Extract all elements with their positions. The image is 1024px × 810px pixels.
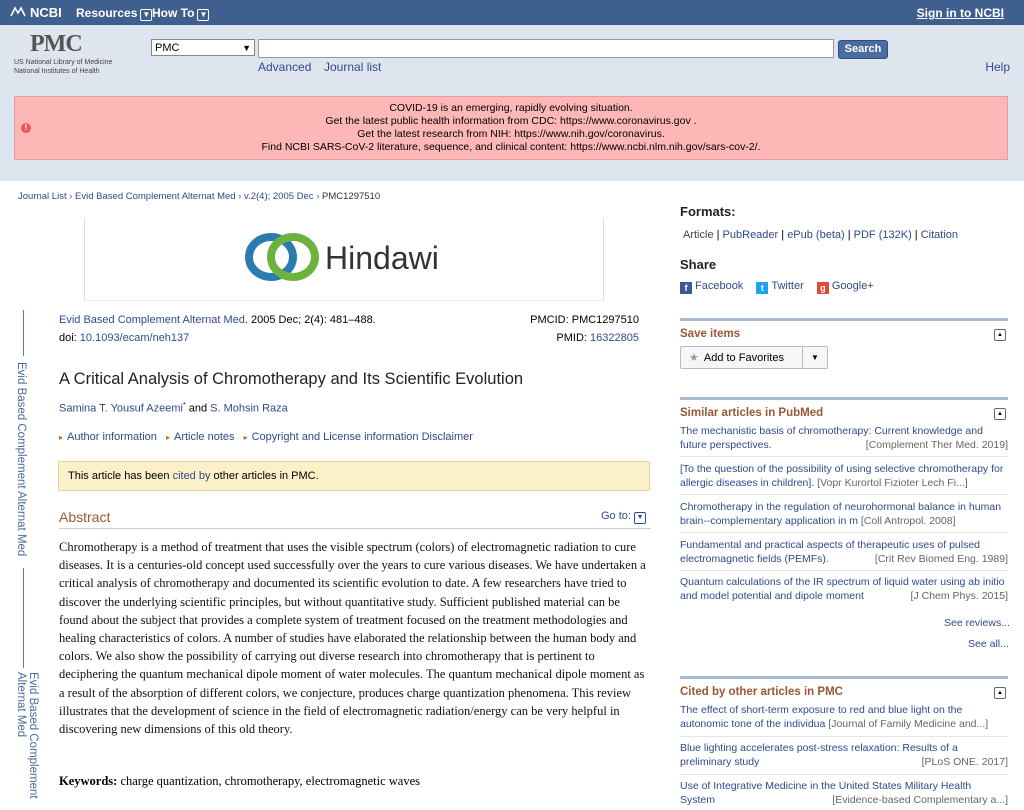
chevron-down-icon: ▼	[634, 512, 646, 524]
divider	[680, 570, 1008, 571]
goto-label: Go to:	[601, 510, 631, 522]
similar-articles-heading: Similar articles in PubMed	[680, 407, 824, 419]
cited-article[interactable]	[680, 741, 1008, 769]
article-notes-toggle[interactable]: Article notes	[173, 431, 235, 443]
alert-line-2	[15, 115, 1007, 128]
nav-line	[23, 568, 24, 668]
triangle-right-icon: ▸	[165, 433, 170, 442]
nlm-label: US National Library of Medicine	[14, 59, 113, 66]
save-items-heading: Save items	[680, 328, 741, 340]
format-citation-link[interactable]: Citation	[920, 229, 959, 241]
format-epub-link[interactable]: ePub (beta)	[787, 229, 845, 241]
collapse-icon[interactable]: ▲	[994, 408, 1006, 420]
similar-article-title[interactable]: Chromotherapy in the regulation of neurohormonal balance in human brain--complementary application in m	[680, 501, 1002, 527]
facebook-icon: f	[680, 282, 692, 294]
nih-label: National Institutes of Health	[14, 68, 100, 75]
triangle-right-icon: ▸	[243, 433, 248, 442]
format-pubreader-link[interactable]: PubReader	[722, 229, 779, 241]
cited-notice-text: This article has been	[68, 470, 173, 482]
author-link[interactable]: S. Mohsin Raza	[210, 402, 288, 415]
copyright-toggle[interactable]: Copyright and License information	[251, 431, 419, 443]
database-select-value: PMC	[155, 42, 180, 54]
alert-text: Get the latest public health information from CDC:	[325, 115, 561, 127]
pmid-link[interactable]: 16322805	[590, 332, 639, 344]
cited-article[interactable]	[680, 779, 1008, 807]
cited-by-link[interactable]: cited by	[172, 470, 211, 482]
pmid-line	[556, 332, 639, 344]
chevron-down-icon: ▼	[140, 9, 152, 21]
ncbi-home-link[interactable]	[10, 5, 62, 20]
divider	[680, 456, 1008, 457]
add-favorites-label: Add to Favorites	[703, 352, 784, 364]
cited-article-title[interactable]: The effect of short-term exposure to red and blue light on the autonomic tone of the individua	[680, 704, 963, 730]
howto-menu[interactable]	[152, 6, 209, 21]
alert-line-4	[15, 141, 1007, 154]
journal-link[interactable]: Evid Based Complement Alternat Med	[59, 314, 245, 326]
star-icon: ★	[689, 352, 699, 364]
keywords-value: charge quantization, chromotherapy, electromagnetic waves	[117, 774, 420, 788]
share-links	[680, 280, 874, 294]
similar-article[interactable]	[680, 538, 1008, 566]
cited-article-title[interactable]: Blue lighting accelerates post-stress relaxation: Results of a preliminary study	[680, 742, 958, 768]
share-facebook[interactable]	[680, 280, 743, 292]
resources-menu[interactable]	[76, 6, 152, 21]
article-title: A Critical Analysis of Chromotherapy and Its Scientific Evolution	[59, 370, 524, 388]
google-plus-label: Google+	[831, 280, 874, 292]
twitter-label: Twitter	[771, 280, 804, 292]
chevron-down-icon[interactable]: ▼	[802, 347, 827, 368]
alert-text: Find NCBI SARS-CoV-2 literature, sequence, and clinical content:	[261, 141, 571, 153]
goto-menu[interactable]	[601, 510, 646, 524]
cited-article-journal: [PLoS ONE. 2017]	[921, 756, 1008, 768]
alert-text: .	[661, 128, 665, 140]
similar-article-journal: [J Chem Phys. 2015]	[910, 590, 1008, 602]
similar-article-title[interactable]: [To the question of the possibility of using selective chromotherapy for allergic diseases in children].	[680, 463, 1004, 489]
ncbi-label: NCBI	[30, 5, 62, 20]
similar-article[interactable]	[680, 424, 1008, 452]
similar-article[interactable]	[680, 462, 1008, 490]
breadcrumb-separator: ›	[316, 191, 320, 202]
share-twitter[interactable]	[756, 280, 803, 292]
breadcrumb-current: PMC1297510	[322, 191, 381, 202]
resources-label: Resources	[76, 6, 138, 20]
share-google[interactable]	[817, 280, 874, 292]
authors	[59, 402, 288, 415]
collapse-icon[interactable]: ▲	[994, 687, 1006, 699]
alert-text: .	[757, 141, 761, 153]
breadcrumb-separator: ›	[69, 191, 73, 202]
publisher-banner[interactable]	[84, 218, 604, 301]
pmcid: PMCID: PMC1297510	[530, 314, 639, 326]
search-input[interactable]	[258, 39, 834, 58]
similar-article-journal: [Coll Antropol. 2008]	[860, 515, 956, 527]
divider	[680, 532, 1008, 533]
cited-article[interactable]	[680, 703, 1008, 731]
search-header	[0, 25, 1024, 82]
advanced-search-link[interactable]: Advanced	[258, 60, 312, 74]
hindawi-logo-icon	[243, 232, 323, 282]
author-footnote-marker: *	[182, 402, 186, 409]
divider	[680, 736, 1008, 737]
vertical-journal-nav[interactable]	[14, 310, 39, 810]
similar-article-title[interactable]: The mechanistic basis of chromotherapy: Current knowledge and future perspectives.	[680, 425, 983, 451]
article-info-links	[59, 431, 473, 443]
nav-line	[23, 310, 24, 356]
similar-articles-panel	[680, 397, 1008, 419]
similar-article-journal: [Crit Rev Biomed Eng. 1989]	[874, 553, 1008, 565]
howto-label: How To	[152, 6, 195, 20]
signin-link[interactable]: Sign in to NCBI	[916, 6, 1004, 20]
divider	[680, 774, 1008, 775]
doi-label: doi:	[59, 332, 80, 344]
cited-by-notice	[58, 461, 650, 491]
alert-line-3	[15, 128, 1007, 141]
breadcrumb-issue[interactable]: v.2(4); 2005 Dec	[244, 191, 314, 202]
cited-by-heading: Cited by other articles in PMC	[680, 686, 843, 698]
facebook-label: Facebook	[695, 280, 744, 292]
format-article: Article	[683, 229, 714, 241]
pmc-logo-text: PMC	[30, 31, 82, 57]
similar-article-journal: [Vopr Kurortol Fizioter Lech Fi...]	[817, 477, 968, 489]
see-reviews-link[interactable]: See reviews...	[944, 617, 1010, 629]
alert-icon: !	[21, 123, 31, 133]
search-button[interactable]: Search	[838, 40, 888, 59]
alert-text: .	[690, 115, 697, 127]
abstract-divider	[59, 528, 651, 529]
similar-article-title[interactable]: Fundamental and practical aspects of therapeutic uses of pulsed electromagnetic fields (PEMFs).	[680, 539, 981, 565]
chevron-down-icon: ▼	[242, 43, 251, 53]
nih-link[interactable]: https://www.nih.gov/coronavirus	[514, 128, 662, 140]
similar-article[interactable]	[680, 575, 1008, 603]
google-plus-icon: g	[817, 282, 829, 294]
pmc-logo[interactable]	[14, 31, 134, 76]
covid-alert-banner	[14, 96, 1008, 160]
alert-line-1: COVID-19 is an emerging, rapidly evolving situation.	[389, 102, 633, 114]
similar-article[interactable]	[680, 500, 1008, 528]
author-information-toggle[interactable]: Author information	[67, 431, 157, 443]
doi-line	[59, 332, 189, 344]
abstract-text: Chromotherapy is a method of treatment that uses the visible spectrum (colors) of electromagnetic radiation to cure diseases. It is a centuries-old concept used successfully over the years to cure various diseases. We have undertaken a critical analysis of chromotherapy and documented its scientific evolution to date. A few researchers have tried to discover the underlying scientific principles, but without quantitative study. Sufficient published material can be found about the subject that provides a complete system of treatment focused on the treatment methodologies and healing characteristics of colors. A number of studies have elaborated the relationship between the human body and colors. We also show the possibility of carrying out diverse research into chromotherapy that is pertinent to deciphering the quantum mechanical dipole moment of water molecules. The quantum mechanical dipole moment as a result of the absorption of different colors, we conjecture, produces charge quantization phenomena. This review illustrates that the development of science in the field of electromagnetic radiation/energy can be very helpful in discovering new dimensions of this old theory.	[59, 540, 646, 737]
cited-article-title[interactable]: Use of Integrative Medicine in the United States Military Health System	[680, 780, 972, 806]
breadcrumb	[18, 191, 380, 202]
cdc-link[interactable]: https://www.coronavirus.gov	[560, 115, 691, 127]
database-select[interactable]	[151, 39, 255, 56]
cited-notice-text: other articles in PMC.	[210, 470, 319, 482]
divider	[680, 494, 1008, 495]
help-link[interactable]: Help	[985, 60, 1010, 74]
twitter-icon: t	[756, 282, 768, 294]
pmid-label: PMID:	[556, 332, 591, 344]
sars-cov-2-link[interactable]: https://www.ncbi.nlm.nih.gov/sars-cov-2/	[570, 141, 758, 153]
see-all-link[interactable]: See all...	[968, 638, 1009, 650]
citation-line	[59, 314, 376, 326]
formats-list: Article | PubReader | ePub (beta) | PDF (132K) | Citation	[683, 229, 959, 241]
breadcrumb-journal-list[interactable]: Journal List	[18, 191, 67, 202]
cited-article-journal: [Journal of Family Medicine and...]	[828, 718, 989, 730]
breadcrumb-journal[interactable]: Evid Based Complement Alternat Med	[75, 191, 236, 202]
cited-by-panel	[680, 676, 1008, 698]
abstract-heading: Abstract	[59, 509, 111, 525]
ncbi-logo-icon	[10, 6, 26, 18]
similar-article-journal: [Complement Ther Med. 2019]	[865, 439, 1008, 451]
similar-article-title[interactable]: Quantum calculations of the IR spectrum of liquid water using ab initio and model potential and dipole moment	[680, 576, 1005, 602]
add-to-favorites-button[interactable]	[680, 346, 828, 369]
alert-text: Get the latest research from NIH:	[357, 128, 515, 140]
journal-list-link[interactable]: Journal list	[324, 60, 382, 74]
cited-article-journal: [Evidence-based Complementary a...]	[832, 794, 1008, 806]
vertical-journal-label: Evid Based Complement Alternat Med	[15, 362, 27, 557]
ncbi-topbar	[0, 0, 1024, 25]
author-link[interactable]: Samina T. Yousuf Azeemi	[59, 402, 183, 415]
chevron-down-icon: ▼	[197, 9, 209, 21]
triangle-right-icon: ▸	[59, 433, 64, 442]
format-pdf-link[interactable]: PDF (132K)	[853, 229, 912, 241]
breadcrumb-separator: ›	[238, 191, 242, 202]
publisher-name: Hindawi	[325, 240, 439, 276]
formats-heading: Formats:	[680, 204, 736, 219]
authors-and: and	[185, 402, 211, 415]
doi-link[interactable]: 10.1093/ecam/neh137	[79, 332, 190, 344]
collapse-icon[interactable]: ▲	[994, 329, 1006, 341]
vertical-journal-label-2: Evid Based Complement Alternat Med	[15, 672, 39, 799]
save-items-panel	[680, 318, 1008, 340]
keywords	[59, 774, 420, 789]
share-heading: Share	[680, 257, 717, 272]
citation-date: . 2005 Dec; 2(4): 481–488.	[244, 314, 376, 326]
keywords-label: Keywords:	[59, 774, 118, 788]
disclaimer-link[interactable]: Disclaimer	[421, 431, 473, 443]
